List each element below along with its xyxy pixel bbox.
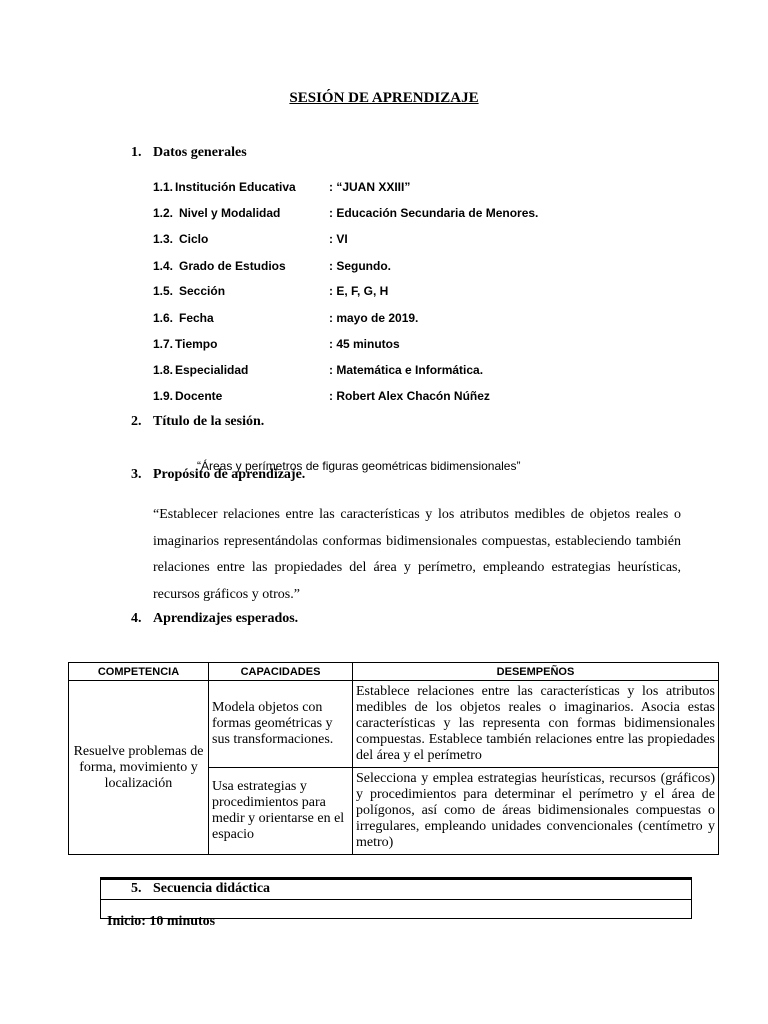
item-number: 1.5. <box>153 284 174 298</box>
item-label: Docente <box>175 389 223 403</box>
desempeno-cell: Establece relaciones entre las características y los atributos medibles de los objetos reales o imaginarios. Asocia estas características y las representa con formas bidimensionales compuestas. Establece también relaciones entre las propiedades del área y el perímetro <box>353 681 719 768</box>
item-value: : Matemática e Informática. <box>329 363 484 377</box>
item-label: Especialidad <box>175 363 249 377</box>
item-number: 1.4. <box>153 259 174 273</box>
item-number: 1.3. <box>153 232 174 246</box>
item-number: 1.1. <box>153 180 174 194</box>
table-header-row <box>69 663 719 681</box>
section-number: 4. <box>131 611 142 626</box>
inicio-label: Inicio: 10 minutos <box>107 914 216 929</box>
item-number: 1.9. <box>153 389 174 403</box>
section-title: Datos generales <box>153 145 247 160</box>
header-desempenos: DESEMPEÑOS <box>353 663 719 681</box>
item-label: Grado de Estudios <box>179 259 286 273</box>
section-5-heading <box>131 881 270 897</box>
item-label: Ciclo <box>179 232 209 246</box>
item-value: : Segundo. <box>329 259 391 273</box>
section-1-heading <box>131 145 247 161</box>
aprendizajes-table <box>68 662 719 855</box>
section-number: 5. <box>131 881 142 896</box>
item-value: : mayo de 2019. <box>329 311 419 325</box>
item-label: Fecha <box>179 311 214 325</box>
section-number: 1. <box>131 145 142 160</box>
datos-row <box>153 363 248 377</box>
item-value: : E, F, G, H <box>329 284 389 298</box>
section-2-heading <box>131 414 264 430</box>
section-number: 2. <box>131 414 142 429</box>
section-title: Título de la sesión. <box>153 414 265 429</box>
section-title: Secuencia didáctica <box>153 881 271 896</box>
datos-row <box>153 284 225 298</box>
section-4-heading <box>131 611 298 627</box>
capacidad-cell: Modela objetos con formas geométricas y sus transformaciones. <box>209 681 353 768</box>
item-number: 1.7. <box>153 337 174 351</box>
table-row <box>69 681 719 768</box>
item-number: 1.6. <box>153 311 174 325</box>
desempeno-cell: Selecciona y emplea estrategias heurísticas, recursos (gráficos) y procedimientos para determinar el perímetro y el área de polígonos, así como de áreas bidimensionales compuestas o irregulares, empleando unidades convencionales (centímetro y metro) <box>353 768 719 855</box>
item-value: : Robert Alex Chacón Núñez <box>329 389 490 403</box>
datos-row <box>153 232 208 246</box>
session-title-text: “Áreas y perímetros de figuras geométricas bidimensionales” <box>197 459 521 473</box>
header-capacidades: CAPACIDADES <box>209 663 353 681</box>
datos-row <box>153 311 214 325</box>
competencia-cell: Resuelve problemas de forma, movimiento y localización <box>69 681 209 855</box>
item-number: 1.8. <box>153 363 174 377</box>
item-label: Nivel y Modalidad <box>179 206 281 220</box>
item-label: Sección <box>179 284 226 298</box>
item-value: : “JUAN XXIII” <box>329 180 411 194</box>
section-title: Aprendizajes esperados. <box>153 611 299 626</box>
purpose-paragraph: “Establecer relaciones entre las características y los atributos medibles de objetos reales o imaginarios representándolas conformas bidimensionales compuestas, estableciendo también relaciones entre las propiedades del área y perímetro, empleando estrategias heurísticas, recursos gráficos y otros.” <box>153 507 681 602</box>
header-competencia: COMPETENCIA <box>69 663 209 681</box>
secuencia-divider <box>100 899 692 900</box>
item-value: : VI <box>329 232 348 246</box>
page-title: SESIÓN DE APRENDIZAJE <box>289 90 479 106</box>
datos-row <box>153 389 222 403</box>
item-label: Tiempo <box>175 337 218 351</box>
datos-row <box>153 180 296 194</box>
item-label: Institución Educativa <box>175 180 296 194</box>
capacidad-cell: Usa estrategias y procedimientos para medir y orientarse en el espacio <box>209 768 353 855</box>
datos-row <box>153 206 280 220</box>
section-title: Propósito de aprendizaje. <box>153 467 306 482</box>
item-value: : 45 minutos <box>329 337 400 351</box>
item-number: 1.2. <box>153 206 174 220</box>
section-number: 3. <box>131 467 142 482</box>
datos-row <box>153 259 286 273</box>
item-value: : Educación Secundaria de Menores. <box>329 206 539 220</box>
datos-row <box>153 337 217 351</box>
